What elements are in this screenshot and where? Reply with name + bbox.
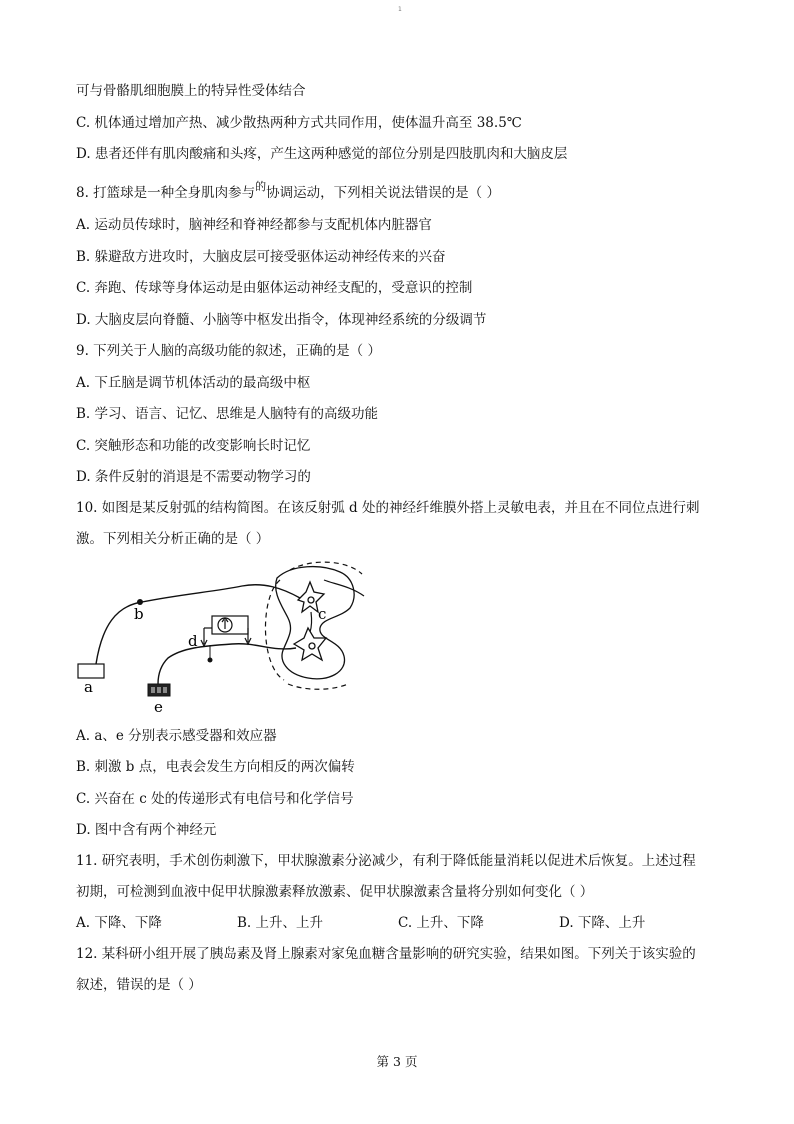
- page-top-mark: 1: [398, 6, 402, 13]
- q11-stem-line2: 初期，可检测到血液中促甲状腺激素释放激素、促甲状腺激素含量将分别如何变化（ ）: [76, 884, 594, 900]
- q10-option-b: B. 刺激 b 点，电表会发生方向相反的两次偏转: [76, 759, 355, 775]
- gray-matter-outline: [276, 567, 354, 679]
- efferent-fiber: [158, 644, 296, 684]
- q10-option-c: C. 兴奋在 c 处的传递形式有电信号和化学信号: [76, 791, 354, 807]
- q10-stem-line2: 激。下列相关分析正确的是（ ）: [76, 531, 270, 547]
- q12-stem-line1: 12. 某科研小组开展了胰岛素及肾上腺素对家兔血糖含量影响的研究实验，结果如图。下列关于该实验的: [76, 946, 696, 962]
- q7-continuation: 可与骨骼肌细胞膜上的特异性受体结合: [76, 83, 306, 99]
- q9-stem: 9. 下列关于人脑的高级功能的叙述，正确的是（ ）: [76, 343, 381, 359]
- label-a: a: [84, 678, 93, 696]
- label-c: c: [318, 605, 327, 623]
- q10-option-d: D. 图中含有两个神经元: [76, 822, 217, 838]
- label-e: e: [154, 698, 163, 716]
- q9-option-c: C. 突触形态和功能的改变影响长时记忆: [76, 438, 311, 454]
- q8-option-b: B. 躲避敌方进攻时，大脑皮层可接受驱体运动神经传来的兴奋: [76, 249, 446, 265]
- q8-stem: 8. 打篮球是一种全身肌肉参与$^的$协调运动，下列相关说法错误的是（ ）: [76, 180, 500, 201]
- q7-option-d: D. 患者还伴有肌肉酸痛和头疼，产生这两种感觉的部位分别是四肢肌肉和大脑皮层: [76, 146, 568, 162]
- q11-stem-line1: 11. 研究表明，手术创伤刺激下，甲状腺激素分泌减少，有利于降低能量消耗以促进术后恢复。上述过程: [76, 853, 696, 869]
- q9-option-a: A. 下丘脑是调节机体活动的最高级中枢: [76, 375, 311, 391]
- galvanometer: [201, 616, 251, 646]
- q11-option-c: C. 上升、下降: [398, 915, 484, 931]
- q7-option-c: C. 机体通过增加产热、减少散热两种方式共同作用，使体温升高至 38.5℃: [76, 115, 522, 131]
- q11-option-b: B. 上升、上升: [237, 915, 324, 931]
- q11-option-a: A. 下降、下降: [76, 915, 162, 931]
- label-d: d: [188, 632, 198, 650]
- page-number: 第 3 页: [376, 1054, 418, 1069]
- q11-option-d: D. 下降、上升: [559, 915, 646, 931]
- receptor-a: [78, 664, 104, 678]
- q10-stem-line1: 10. 如图是某反射弧的结构简图。在该反射弧 d 处的神经纤维膜外搭上灵敏电表，并且在不同位点进行刺: [76, 500, 700, 516]
- q10-option-a: A. a、e 分别表示感受器和效应器: [76, 728, 277, 744]
- q12-stem-line2: 叙述，错误的是（ ）: [76, 977, 202, 993]
- q8-option-d: D. 大脑皮层向脊髓、小脑等中枢发出指令，体现神经系统的分级调节: [76, 312, 487, 328]
- q9-option-b: B. 学习、语言、记忆、思维是人脑特有的高级功能: [76, 406, 379, 422]
- label-b: b: [134, 605, 144, 623]
- q9-option-d: D. 条件反射的消退是不需要动物学习的: [76, 469, 311, 485]
- reflex-arc-figure: [72, 556, 372, 716]
- q8-option-a: A. 运动员传球时，脑神经和脊神经都参与支配机体内脏器官: [76, 217, 432, 233]
- q8-option-c: C. 奔跑、传球等身体运动是由躯体运动神经支配的，受意识的控制: [76, 280, 473, 296]
